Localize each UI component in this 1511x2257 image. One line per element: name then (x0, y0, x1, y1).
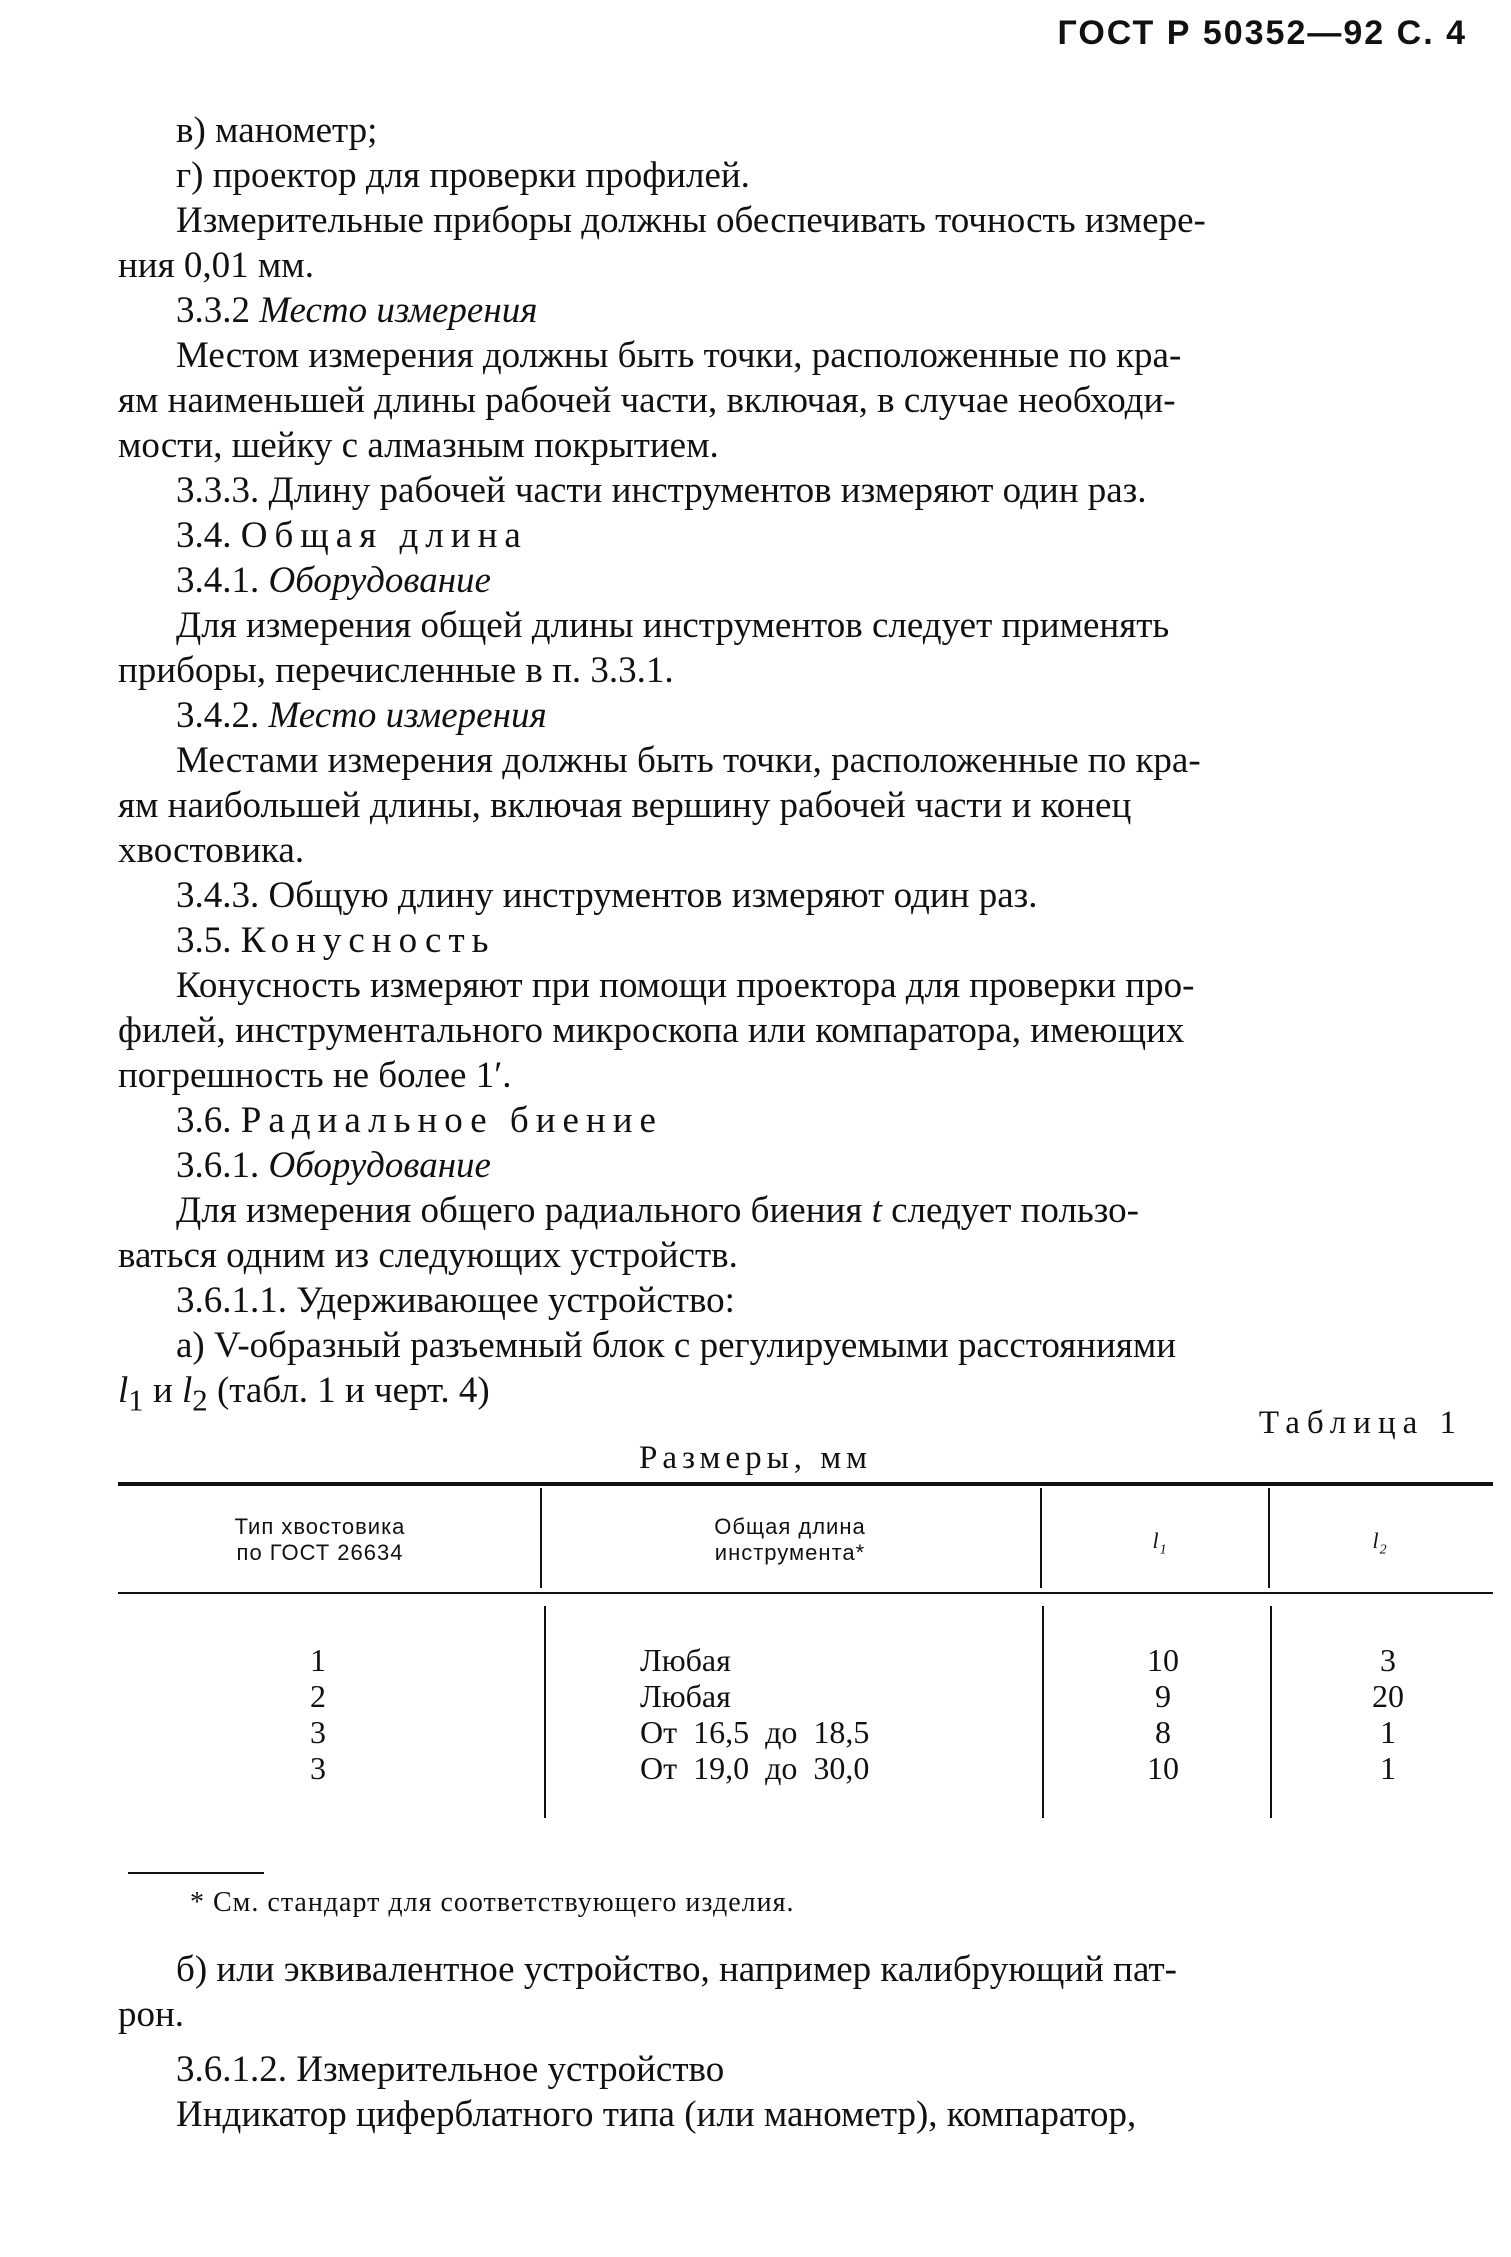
table-caption: Таблица 1 (1258, 1405, 1463, 1441)
section-3-6-heading (118, 1098, 1478, 1143)
paragraph-line: хвостовика. (118, 830, 305, 871)
paragraph-line: 3.3.3. Длину рабочей части инструментов измеряют один раз. (176, 470, 1147, 511)
paragraph-line: Конусность измеряют при помощи проектора для проверки про- (176, 965, 1195, 1006)
table-cell: Любая (640, 1642, 731, 1678)
paragraph-group (118, 1947, 1478, 2037)
table-cell: 2 (310, 1678, 326, 1714)
section-number: 3.4.1. (176, 560, 269, 601)
section-number: 3.4.2. (176, 695, 269, 736)
paragraph-line: в) манометр; (176, 110, 378, 151)
table-cell: 1 (1380, 1750, 1396, 1786)
table-header-l2 (1330, 1528, 1430, 1563)
paragraph-group (118, 2047, 1478, 2137)
table-col-divider (1042, 1606, 1044, 1818)
section-title: Место измерения (268, 695, 547, 736)
section-3-3-2-heading (118, 288, 1478, 333)
table-cell: 9 (1155, 1678, 1171, 1714)
table-cell: 3 (310, 1714, 326, 1750)
text-block-top (118, 108, 1478, 1423)
table-cell: 20 (1372, 1678, 1404, 1714)
table-cell: 3 (310, 1750, 326, 1786)
text-run: (табл. 1 и черт. 4) (207, 1370, 490, 1411)
subscript: 1 (128, 1383, 144, 1418)
paragraph-group (118, 738, 1478, 918)
paragraph-line: мости, шейку с алмазным покрытием. (118, 425, 719, 466)
text-run: следует пользо- (881, 1190, 1139, 1231)
table-cell: 3 (1380, 1642, 1396, 1678)
section-title: Место измерения (259, 290, 538, 331)
paragraph-line: Для измерения общей длины инструментов следует применять (176, 605, 1170, 646)
table-cell: 8 (1155, 1714, 1171, 1750)
paragraph-line: ям наибольшей длины, включая вершину рабочей части и конец (118, 785, 1132, 826)
paragraph-line: погрешность не более 1′. (118, 1055, 512, 1096)
paragraph-line: Местами измерения должны быть точки, расположенные по кра- (176, 740, 1201, 781)
header-line: по ГОСТ 26634 (236, 1540, 404, 1565)
section-3-4-2-heading (118, 693, 1478, 738)
footnote: * См. стандарт для соответствующего изделия. (190, 1887, 795, 1918)
paragraph-group (118, 1233, 1478, 1368)
paragraph-line: рон. (118, 1994, 185, 2035)
subscript: 2 (1379, 1542, 1388, 1558)
paragraph-line: приборы, перечисленные в п. 3.3.1. (118, 650, 674, 691)
variable-l2: l (182, 1370, 193, 1411)
section-number: 3.4. (176, 515, 241, 556)
paragraph-line: ям наименьшей длины рабочей части, включая, в случае необходи- (118, 380, 1176, 421)
paragraph-line: г) проектор для проверки профилей. (176, 155, 750, 196)
paragraph-line: 3.4.3. Общую длину инструментов измеряют один раз. (176, 875, 1038, 916)
table-cell: От 19,0 до 30,0 (640, 1750, 870, 1786)
paragraph-line: филей, инструментального микроскопа или компаратора, имеющих (118, 1010, 1185, 1051)
table-cell: 1 (1380, 1714, 1396, 1750)
table-col-divider (1270, 1606, 1272, 1818)
header-symbol: l (1372, 1528, 1380, 1553)
table-cell: 1 (310, 1642, 326, 1678)
paragraph-line: ваться одним из следующих устройств. (118, 1235, 738, 1276)
section-title: Оборудование (268, 1145, 491, 1186)
text-run: Для измерения общего радиального биения (176, 1190, 872, 1231)
paragraph-line: 3.6.1.1. Удерживающее устройство: (176, 1280, 735, 1321)
subscript: 1 (1159, 1542, 1168, 1558)
paragraph-group (118, 108, 1478, 288)
section-title: Конусность (240, 920, 496, 961)
paragraph-group (118, 603, 1478, 693)
header-line: Тип хвостовика (234, 1514, 406, 1539)
paragraph-line: а) V-образный разъемный блок с регулируемыми расстояниями (176, 1325, 1177, 1366)
paragraph-line: б) или эквивалентное устройство, например калибрующий пат- (176, 1949, 1177, 1990)
section-3-5-heading (118, 918, 1478, 963)
table-top-rule (118, 1482, 1493, 1486)
footnote-rule (128, 1872, 264, 1874)
section-title: Радиальное биение (240, 1100, 663, 1141)
table-header-type (150, 1514, 490, 1566)
section-title: Оборудование (268, 560, 491, 601)
table-header-length (600, 1514, 980, 1566)
page-header: ГОСТ Р 50352—92 С. 4 (1057, 14, 1467, 52)
paragraph-line: ния 0,01 мм. (118, 245, 314, 286)
table-header-rule (118, 1592, 1493, 1594)
paragraph-group (118, 333, 1478, 513)
paragraph-line: Индикатор циферблатного типа (или манометр), компаратор, (176, 2094, 1137, 2135)
variable-l1: l (118, 1370, 129, 1411)
table-col-divider (540, 1488, 542, 1588)
section-title: Общая длина (240, 515, 528, 556)
section-3-6-1-heading (118, 1143, 1478, 1188)
table-cell: 10 (1147, 1642, 1179, 1678)
table-col-divider (1268, 1488, 1270, 1588)
paragraph-line: Местом измерения должны быть точки, расположенные по кра- (176, 335, 1182, 376)
table-col-divider (1040, 1488, 1042, 1588)
paragraph-group (118, 963, 1478, 1098)
subscript: 2 (192, 1383, 208, 1418)
header-line: инструмента* (714, 1540, 866, 1565)
text-run: и (143, 1370, 183, 1411)
paragraph-line (118, 1188, 1478, 1233)
paragraph-line: Измерительные приборы должны обеспечивать точность измере- (176, 200, 1206, 241)
section-3-4-heading (118, 513, 1478, 558)
section-number: 3.6. (176, 1100, 241, 1141)
header-symbol: l (1152, 1528, 1160, 1553)
section-number: 3.5. (176, 920, 241, 961)
paragraph-line: 3.6.1.2. Измерительное устройство (176, 2049, 725, 2090)
section-number: 3.6.1. (176, 1145, 269, 1186)
header-line: Общая длина (714, 1514, 866, 1539)
section-3-4-1-heading (118, 558, 1478, 603)
table-cell: Любая (640, 1678, 731, 1714)
table-cell: От 16,5 до 18,5 (640, 1714, 870, 1750)
table-header-l1 (1110, 1528, 1210, 1563)
table-dimensions: Размеры, мм (638, 1440, 873, 1476)
text-block-bottom (118, 1947, 1478, 2137)
section-number: 3.3.2 (176, 290, 260, 331)
table-cell: 10 (1147, 1750, 1179, 1786)
table-col-divider (544, 1606, 546, 1818)
variable-t: t (871, 1190, 882, 1231)
